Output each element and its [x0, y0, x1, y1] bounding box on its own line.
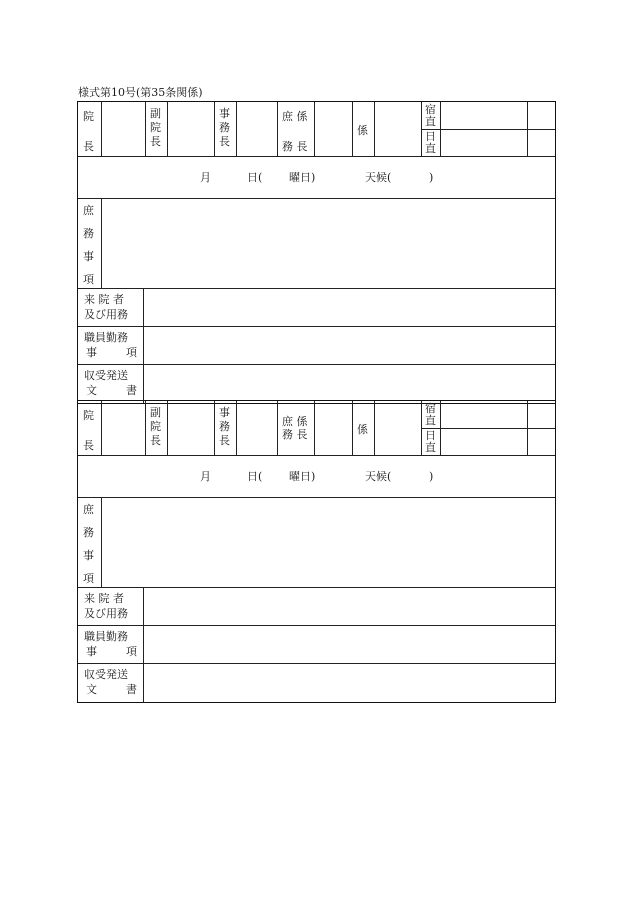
label-shokuin-2a: 事 [86, 346, 97, 359]
label-month: 月 [200, 470, 211, 483]
label-shukuchoku: 宿 直 [425, 103, 436, 128]
general-affairs-row [78, 199, 555, 289]
daily-log-form-2 [77, 400, 556, 703]
label-shokuin-1: 職員勤務 [84, 331, 128, 344]
label-day: 日( [247, 470, 263, 483]
label-shomu-kakari: 庶 係 [282, 415, 308, 428]
label-shomu-chou: 務 長 [282, 428, 308, 441]
label-day: 日( [247, 171, 263, 184]
visitors-row [78, 588, 555, 626]
label-shomu-jikou: 庶 務 事 項 [83, 204, 94, 286]
label-weather: 天候( [365, 171, 392, 184]
label-shomu-kakari: 庶 係 [282, 110, 308, 123]
staff-duty-row [78, 626, 555, 664]
label-shokuin-1: 職員勤務 [84, 630, 128, 643]
label-fuku-inchou: 副 院 長 [150, 406, 161, 447]
date-weather-row [78, 157, 555, 199]
label-raiin-1: 来 院 者 [84, 592, 124, 605]
label-shuju-1: 収受発送 [84, 668, 128, 681]
daily-log-form-1 [77, 101, 556, 404]
label-shokuin-2a: 事 [86, 645, 97, 658]
label-nicchoku: 日 直 [425, 429, 436, 454]
label-shokuin-2b: 項 [126, 346, 137, 359]
label-kakari: 係 [357, 423, 368, 436]
label-shuju-1: 収受発送 [84, 369, 128, 382]
label-in: 院 [83, 409, 94, 422]
label-shomu-jikou: 庶 務 事 項 [83, 503, 94, 585]
date-weather-row [78, 456, 555, 498]
label-shuju-2b: 書 [126, 683, 137, 696]
general-affairs-row [78, 498, 555, 588]
label-weather-close: ) [429, 470, 434, 483]
approval-stamp-row [78, 102, 555, 157]
label-weekday: 曜日) [289, 171, 316, 184]
label-weather: 天候( [365, 470, 392, 483]
label-raiin-2: 及び用務 [84, 308, 128, 321]
label-shomu-chou: 務 長 [282, 140, 308, 153]
label-weather-close: ) [429, 171, 434, 184]
label-chou: 長 [83, 140, 94, 153]
label-raiin-2: 及び用務 [84, 607, 128, 620]
label-shukuchoku: 宿 直 [425, 402, 436, 427]
documents-row [78, 664, 555, 702]
label-jimuchou: 事 務 長 [219, 406, 230, 447]
label-shuju-2a: 文 [86, 683, 97, 696]
label-shokuin-2b: 項 [126, 645, 137, 658]
label-shuju-2a: 文 [86, 384, 97, 397]
approval-stamp-row [78, 401, 555, 456]
label-kakari: 係 [357, 124, 368, 137]
documents-row [78, 365, 555, 403]
staff-duty-row [78, 327, 555, 365]
label-jimuchou: 事 務 長 [219, 107, 230, 148]
label-month: 月 [200, 171, 211, 184]
form-caption: 様式第10号(第35条関係) [78, 86, 203, 99]
label-chou: 長 [83, 439, 94, 452]
visitors-row [78, 289, 555, 327]
label-nicchoku: 日 直 [425, 130, 436, 155]
label-weekday: 曜日) [289, 470, 316, 483]
label-fuku-inchou: 副 院 長 [150, 107, 161, 148]
label-in: 院 [83, 110, 94, 123]
label-shuju-2b: 書 [126, 384, 137, 397]
label-raiin-1: 来 院 者 [84, 293, 124, 306]
